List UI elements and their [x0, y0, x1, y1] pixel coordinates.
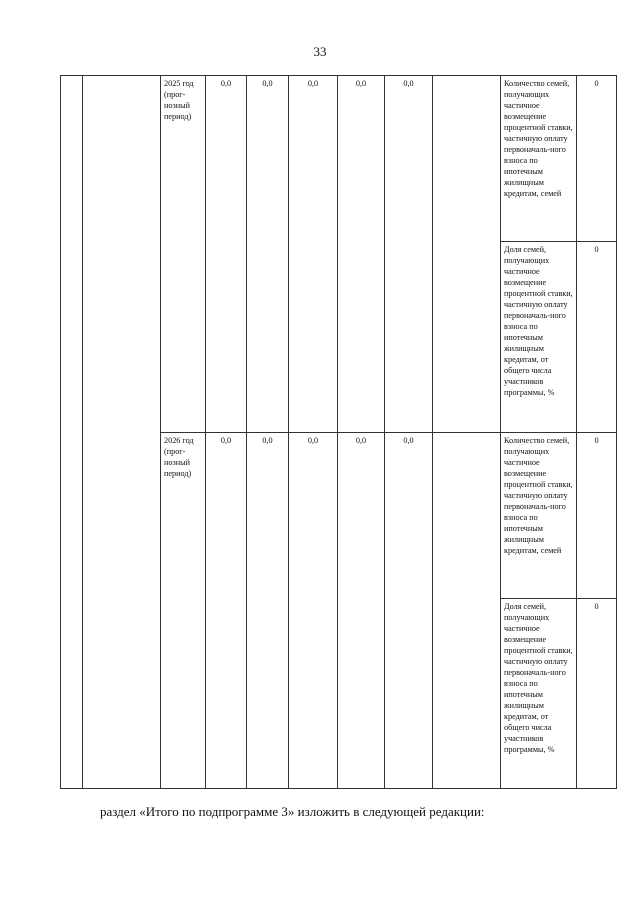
year-cell: 2026 год (прог-нозный период): [161, 433, 206, 789]
empty-cell: [433, 433, 501, 789]
value-cell: 0,0: [247, 433, 289, 789]
value-cell: 0,0: [338, 76, 385, 433]
page-number: 33: [313, 44, 327, 59]
result-cell: 0: [577, 599, 617, 789]
value-cell: 0,0: [289, 433, 338, 789]
year-cell: 2025 год (прог-нозный период): [161, 76, 206, 433]
table-row: [61, 76, 617, 242]
value-cell: 0,0: [247, 76, 289, 433]
name-cell: [83, 76, 161, 789]
empty-cell: [433, 76, 501, 433]
program-table: [60, 75, 617, 789]
indicator-cell: Доля семей, получающих частичное возмещение процентной ставки, частичную оплату первоначаль-ного взноса по ипотечным жилищным кредитам, от общего числа участников программы, %: [501, 599, 577, 789]
value-cell: 0,0: [206, 433, 247, 789]
indicator-cell: Количество семей, получающих частичное возмещение процентной ставки, частичную оплату первоначаль-ного взноса по ипотечным жилищным кредитам, семей: [501, 76, 577, 242]
result-cell: 0: [577, 76, 617, 242]
value-cell: 0,0: [385, 76, 433, 433]
result-cell: 0: [577, 242, 617, 433]
indicator-cell: Количество семей, получающих частичное возмещение процентной ставки, частичную оплату первоначаль-ного взноса по ипотечным жилищным кредитам, семей: [501, 433, 577, 599]
value-cell: 0,0: [338, 433, 385, 789]
instruction-text: раздел «Итого по подпрограмме 3» изложить в следующей редакции:: [100, 804, 485, 819]
result-cell: 0: [577, 433, 617, 599]
value-cell: 0,0: [206, 76, 247, 433]
value-cell: 0,0: [385, 433, 433, 789]
value-cell: 0,0: [289, 76, 338, 433]
number-cell: [61, 76, 83, 789]
indicator-cell: Доля семей, получающих частичное возмещение процентной ставки, частичную оплату первоначаль-ного взноса по ипотечным жилищным кредитам, от общего числа участников программы, %: [501, 242, 577, 433]
